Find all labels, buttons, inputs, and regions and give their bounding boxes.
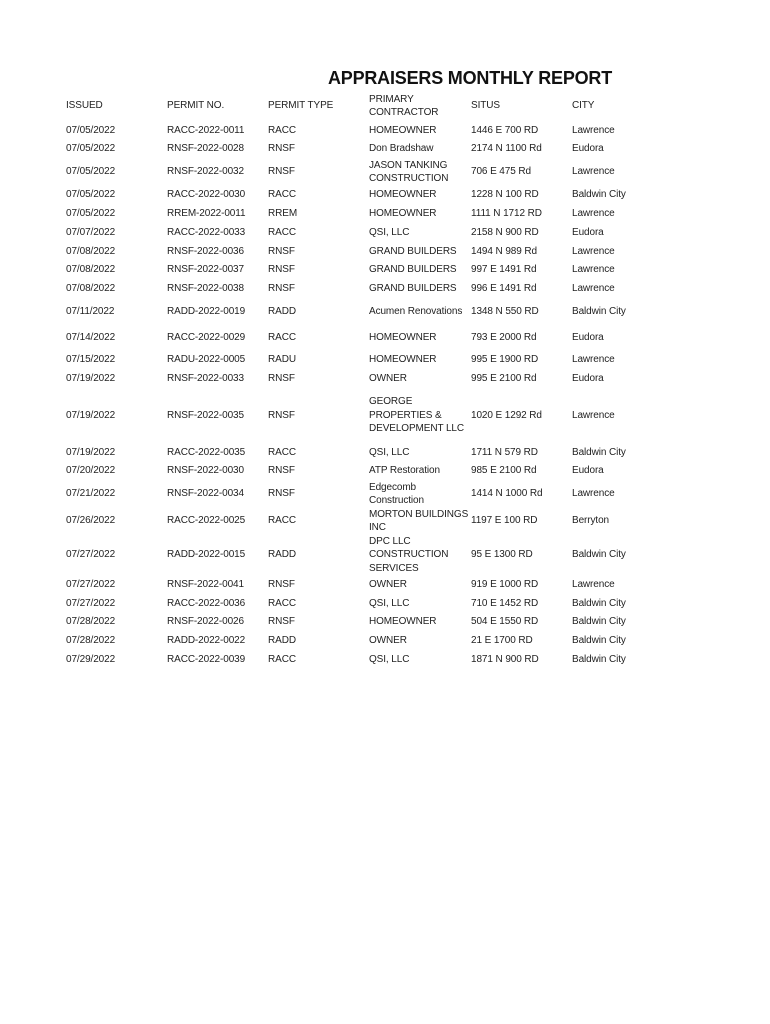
table-row xyxy=(66,613,652,632)
cell-permit-type: RNSF xyxy=(268,409,295,421)
cell-permit-type: RADD xyxy=(268,305,296,317)
cell-situs: 2158 N 900 RD xyxy=(471,226,539,238)
table-row xyxy=(66,508,652,535)
cell-situs: 1494 N 989 Rd xyxy=(471,245,537,257)
cell-permit-no: RNSF-2022-0033 xyxy=(167,372,244,384)
table-row xyxy=(66,159,652,186)
cell-contractor: DPC LLC CONSTRUCTION SERVICES xyxy=(369,535,449,574)
table-row xyxy=(66,388,652,443)
cell-permit-no: RNSF-2022-0028 xyxy=(167,143,244,155)
cell-situs: 1020 E 1292 Rd xyxy=(471,409,542,421)
cell-issued: 07/27/2022 xyxy=(66,597,116,609)
cell-city: Baldwin City xyxy=(572,305,626,317)
cell-city: Lawrence xyxy=(572,264,615,276)
cell-permit-no: RADD-2022-0022 xyxy=(167,635,246,647)
cell-permit-type: RNSF xyxy=(268,616,295,628)
cell-city: Baldwin City xyxy=(572,635,626,647)
cell-contractor: Don Bradshaw xyxy=(369,143,434,155)
cell-permit-no: RNSF-2022-0037 xyxy=(167,264,244,276)
cell-city: Eudora xyxy=(572,143,604,155)
cell-city: Lawrence xyxy=(572,245,615,257)
cell-situs: 997 E 1491 Rd xyxy=(471,264,537,276)
cell-permit-type: RNSF xyxy=(268,578,295,590)
cell-permit-no: RREM-2022-0011 xyxy=(167,208,246,220)
cell-permit-no: RNSF-2022-0030 xyxy=(167,465,244,477)
cell-permit-type: RNSF xyxy=(268,143,295,155)
cell-permit-no: RACC-2022-0035 xyxy=(167,446,246,458)
table-row xyxy=(66,443,652,462)
cell-city: Eudora xyxy=(572,465,604,477)
cell-city: Eudora xyxy=(572,331,604,343)
cell-permit-type: RACC xyxy=(268,653,296,665)
table-row xyxy=(66,186,652,205)
cell-issued: 07/20/2022 xyxy=(66,465,116,477)
cell-permit-type: RACC xyxy=(268,331,296,343)
table-row xyxy=(66,280,652,299)
cell-issued: 07/05/2022 xyxy=(66,208,116,220)
table-row xyxy=(66,535,652,576)
cell-situs: 793 E 2000 Rd xyxy=(471,331,537,343)
table-row xyxy=(66,324,652,350)
cell-situs: 1228 N 100 RD xyxy=(471,189,539,201)
cell-issued: 07/11/2022 xyxy=(66,305,115,317)
table-row xyxy=(66,121,652,140)
cell-contractor: OWNER xyxy=(369,578,407,590)
cell-permit-no: RNSF-2022-0032 xyxy=(167,166,244,178)
cell-permit-no: RADU-2022-0005 xyxy=(167,354,246,366)
cell-city: Baldwin City xyxy=(572,616,626,628)
cell-permit-type: RNSF xyxy=(268,488,295,500)
table-row xyxy=(66,481,652,508)
cell-city: Lawrence xyxy=(572,409,615,421)
cell-city: Lawrence xyxy=(572,124,615,136)
cell-city: Lawrence xyxy=(572,488,615,500)
cell-city: Lawrence xyxy=(572,354,615,366)
cell-city: Lawrence xyxy=(572,283,615,295)
cell-issued: 07/15/2022 xyxy=(66,354,116,366)
cell-permit-type: RACC xyxy=(268,597,296,609)
cell-contractor: MORTON BUILDINGS INC xyxy=(369,508,469,534)
cell-situs: 995 E 2100 Rd xyxy=(471,372,537,384)
cell-issued: 07/05/2022 xyxy=(66,124,116,136)
cell-contractor: Edgecomb Construction xyxy=(369,481,424,507)
table-row xyxy=(66,462,652,481)
cell-issued: 07/05/2022 xyxy=(66,166,116,178)
cell-issued: 07/19/2022 xyxy=(66,446,116,458)
cell-permit-no: RACC-2022-0011 xyxy=(167,124,245,136)
cell-contractor: HOMEOWNER xyxy=(369,616,437,628)
cell-contractor: QSI, LLC xyxy=(369,653,410,665)
cell-city: Lawrence xyxy=(572,578,615,590)
cell-city: Baldwin City xyxy=(572,189,626,201)
table-row xyxy=(66,140,652,159)
cell-permit-type: RACC xyxy=(268,189,296,201)
cell-issued: 07/08/2022 xyxy=(66,245,116,257)
cell-situs: 21 E 1700 RD xyxy=(471,635,533,647)
cell-permit-type: RNSF xyxy=(268,166,295,178)
cell-permit-type: RACC xyxy=(268,446,296,458)
cell-permit-type: RNSF xyxy=(268,245,295,257)
header-city: CITY xyxy=(572,100,595,112)
cell-permit-no: RACC-2022-0039 xyxy=(167,653,246,665)
cell-permit-no: RNSF-2022-0026 xyxy=(167,616,244,628)
header-issued: ISSUED xyxy=(66,100,103,112)
table-row xyxy=(66,242,652,261)
cell-contractor: HOMEOWNER xyxy=(369,354,437,366)
table-row xyxy=(66,575,652,594)
cell-permit-type: RNSF xyxy=(268,283,295,295)
header-primary-contractor-label: PRIMARY CONTRACTOR xyxy=(369,93,439,118)
cell-situs: 1711 N 579 RD xyxy=(471,446,538,458)
cell-permit-no: RNSF-2022-0034 xyxy=(167,488,244,500)
cell-city: Baldwin City xyxy=(572,446,626,458)
cell-issued: 07/19/2022 xyxy=(66,409,116,421)
cell-contractor: GEORGE PROPERTIES & DEVELOPMENT LLC xyxy=(369,396,465,435)
header-permit-no: PERMIT NO. xyxy=(167,100,225,112)
cell-contractor: QSI, LLC xyxy=(369,226,410,238)
table-row xyxy=(66,594,652,613)
cell-situs: 1348 N 550 RD xyxy=(471,305,539,317)
cell-contractor: GRAND BUILDERS xyxy=(369,264,457,276)
cell-issued: 07/05/2022 xyxy=(66,189,116,201)
cell-contractor: HOMEOWNER xyxy=(369,331,437,343)
permit-table xyxy=(66,91,652,669)
cell-permit-no: RACC-2022-0033 xyxy=(167,226,246,238)
cell-contractor: OWNER xyxy=(369,372,407,384)
cell-issued: 07/29/2022 xyxy=(66,653,116,665)
cell-situs: 1871 N 900 RD xyxy=(471,653,539,665)
table-row xyxy=(66,631,652,650)
table-header xyxy=(66,91,652,121)
cell-permit-type: RACC xyxy=(268,226,296,238)
cell-permit-no: RACC-2022-0036 xyxy=(167,597,246,609)
report-title: APPRAISERS MONTHLY REPORT xyxy=(327,68,613,88)
cell-permit-type: RADD xyxy=(268,549,296,561)
cell-contractor: JASON TANKING CONSTRUCTION xyxy=(369,159,449,185)
cell-situs: 996 E 1491 Rd xyxy=(471,283,537,295)
cell-issued: 07/05/2022 xyxy=(66,143,116,155)
header-permit-type: PERMIT TYPE xyxy=(268,100,334,112)
cell-permit-type: RNSF xyxy=(268,264,295,276)
cell-permit-no: RNSF-2022-0035 xyxy=(167,409,244,421)
cell-issued: 07/19/2022 xyxy=(66,372,116,384)
cell-permit-no: RACC-2022-0025 xyxy=(167,515,246,527)
cell-permit-no: RACC-2022-0030 xyxy=(167,189,246,201)
cell-situs: 2174 N 1100 Rd xyxy=(471,143,542,155)
cell-issued: 07/27/2022 xyxy=(66,549,116,561)
cell-contractor: HOMEOWNER xyxy=(369,189,437,201)
cell-permit-type: RACC xyxy=(268,124,296,136)
cell-contractor: HOMEOWNER xyxy=(369,208,437,220)
cell-contractor: GRAND BUILDERS xyxy=(369,245,457,257)
cell-city: Lawrence xyxy=(572,166,615,178)
cell-issued: 07/21/2022 xyxy=(66,488,116,500)
cell-permit-no: RNSF-2022-0036 xyxy=(167,245,244,257)
cell-contractor: Acumen Renovations xyxy=(369,305,463,317)
cell-situs: 985 E 2100 Rd xyxy=(471,465,537,477)
cell-situs: 1446 E 700 RD xyxy=(471,124,539,136)
cell-issued: 07/27/2022 xyxy=(66,578,116,590)
cell-permit-type: RNSF xyxy=(268,372,295,384)
cell-issued: 07/28/2022 xyxy=(66,635,116,647)
cell-contractor: ATP Restoration xyxy=(369,465,440,477)
cell-situs: 995 E 1900 RD xyxy=(471,354,539,366)
cell-permit-type: RREM xyxy=(268,208,298,220)
cell-permit-no: RACC-2022-0029 xyxy=(167,331,246,343)
table-row xyxy=(66,369,652,388)
cell-situs: 504 E 1550 RD xyxy=(471,616,539,628)
table-row xyxy=(66,204,652,223)
cell-contractor: OWNER xyxy=(369,635,407,647)
cell-permit-type: RADD xyxy=(268,635,296,647)
cell-situs: 710 E 1452 RD xyxy=(471,597,539,609)
cell-contractor: QSI, LLC xyxy=(369,597,410,609)
cell-situs: 1111 N 1712 RD xyxy=(471,208,542,220)
cell-city: Eudora xyxy=(572,372,604,384)
cell-issued: 07/08/2022 xyxy=(66,264,116,276)
cell-permit-no: RNSF-2022-0041 xyxy=(167,578,244,590)
cell-permit-type: RNSF xyxy=(268,465,295,477)
cell-issued: 07/28/2022 xyxy=(66,616,116,628)
table-row xyxy=(66,650,652,669)
cell-contractor: HOMEOWNER xyxy=(369,124,437,136)
cell-city: Baldwin City xyxy=(572,549,626,561)
cell-situs: 95 E 1300 RD xyxy=(471,549,533,561)
cell-contractor: GRAND BUILDERS xyxy=(369,283,457,295)
cell-issued: 07/14/2022 xyxy=(66,331,116,343)
cell-issued: 07/07/2022 xyxy=(66,226,116,238)
cell-situs: 919 E 1000 RD xyxy=(471,578,539,590)
header-row xyxy=(66,91,652,121)
cell-city: Lawrence xyxy=(572,208,615,220)
cell-issued: 07/26/2022 xyxy=(66,515,116,527)
cell-permit-no: RADD-2022-0019 xyxy=(167,305,246,317)
cell-contractor: QSI, LLC xyxy=(369,446,410,458)
cell-issued: 07/08/2022 xyxy=(66,283,116,295)
cell-city: Baldwin City xyxy=(572,597,626,609)
cell-permit-type: RADU xyxy=(268,354,296,366)
cell-permit-type: RACC xyxy=(268,515,296,527)
cell-city: Berryton xyxy=(572,515,609,527)
header-situs: SITUS xyxy=(471,100,500,112)
table-row xyxy=(66,298,652,324)
cell-permit-no: RADD-2022-0015 xyxy=(167,549,246,561)
cell-situs: 706 E 475 Rd xyxy=(471,166,531,178)
table-row xyxy=(66,350,652,369)
cell-city: Baldwin City xyxy=(572,653,626,665)
cell-situs: 1197 E 100 RD xyxy=(471,515,538,527)
cell-city: Eudora xyxy=(572,226,604,238)
table-row xyxy=(66,223,652,242)
table-body xyxy=(66,121,652,669)
table-row xyxy=(66,261,652,280)
header-primary-contractor xyxy=(369,91,471,121)
cell-situs: 1414 N 1000 Rd xyxy=(471,488,543,500)
cell-permit-no: RNSF-2022-0038 xyxy=(167,283,244,295)
